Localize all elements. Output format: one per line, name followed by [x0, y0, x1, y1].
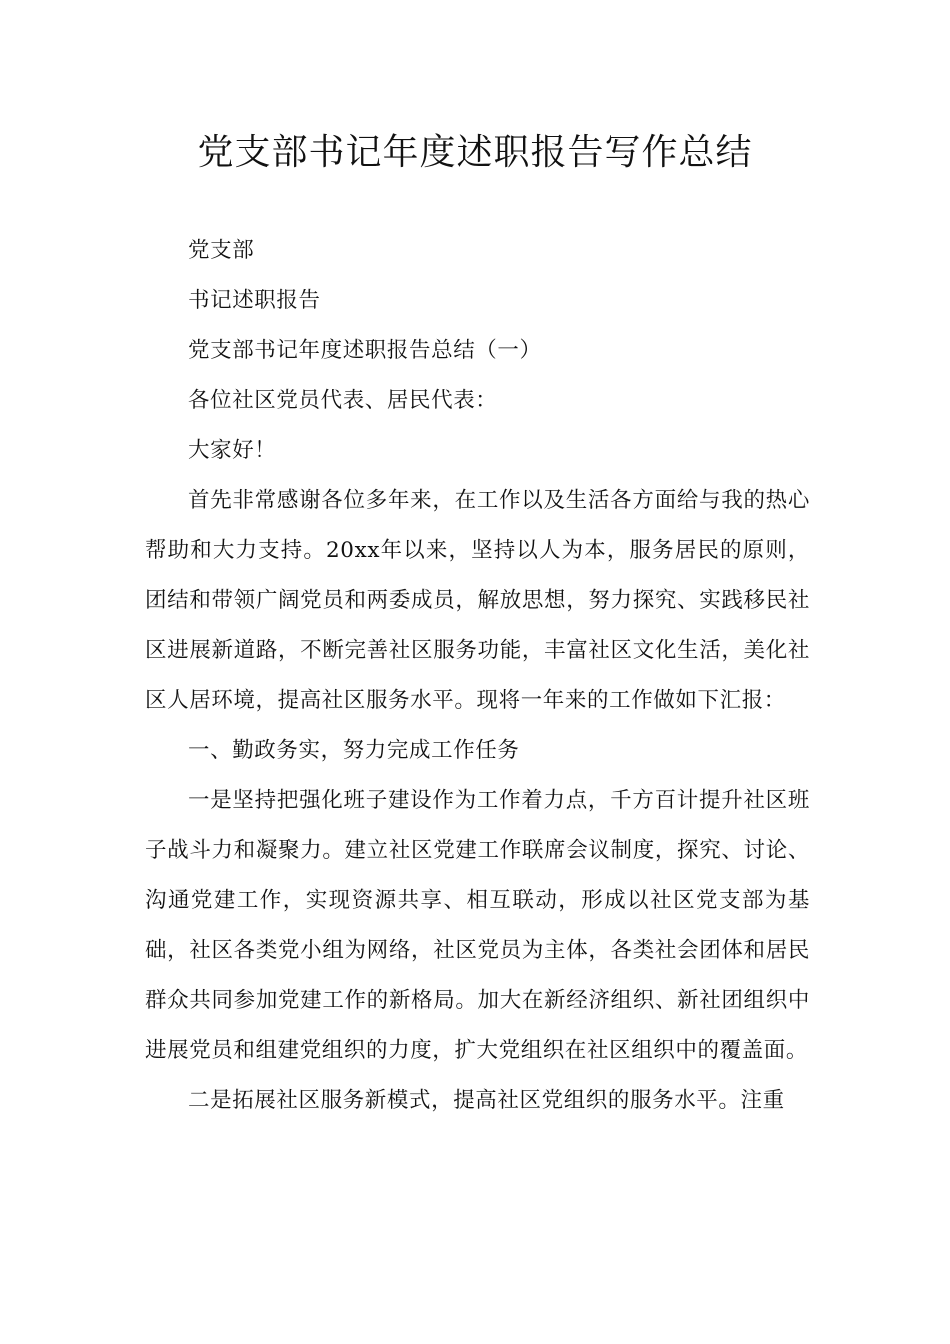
- section-heading-1: 一、勤政务实，努力完成工作任务: [188, 738, 520, 763]
- paragraph-item-1: 一是坚持把强化班子建设作为工作着力点，千方百计提升社区班子战斗力和凝聚力。建立社区党建工作联席会议制度，探究、讨论、沟通党建工作，实现资源共享、相互联动，形成以社区党支部为基础，社区各类党小组为网络，社区党员为主体，各类社会团体和居民群众共同参加党建工作的新格局。加大在新经济组织、新社团组织中进展党员和组建党组织的力度，扩大党组织在社区组织中的覆盖面。: [145, 788, 810, 1063]
- paragraph-salutation: 各位社区党员代表、居民代表：: [188, 388, 498, 413]
- paragraph-item-2: 二是拓展社区服务新模式，提高社区党组织的服务水平。注重: [188, 1088, 785, 1113]
- paragraph-introduction: 首先非常感谢各位多年来，在工作以及生活各方面给与我的热心帮助和大力支持。20xx年以来，坚持以人为本，服务居民的原则，团结和带领广阔党员和两委成员，解放思想，努力探究、实践移民社区进展新道路，不断完善社区服务功能，丰富社区文化生活，美化社区人居环境，提高社区服务水平。现将一年来的工作做如下汇报：: [145, 488, 810, 713]
- paragraph-report-name: 书记述职报告: [188, 288, 321, 313]
- paragraph-party-branch: 党支部: [188, 238, 255, 263]
- document-title: 党支部书记年度述职报告写作总结: [197, 132, 753, 173]
- paragraph-greeting: 大家好！: [188, 438, 277, 463]
- document-body: [145, 226, 810, 1126]
- paragraph-subtitle: 党支部书记年度述职报告总结（一）: [188, 338, 542, 363]
